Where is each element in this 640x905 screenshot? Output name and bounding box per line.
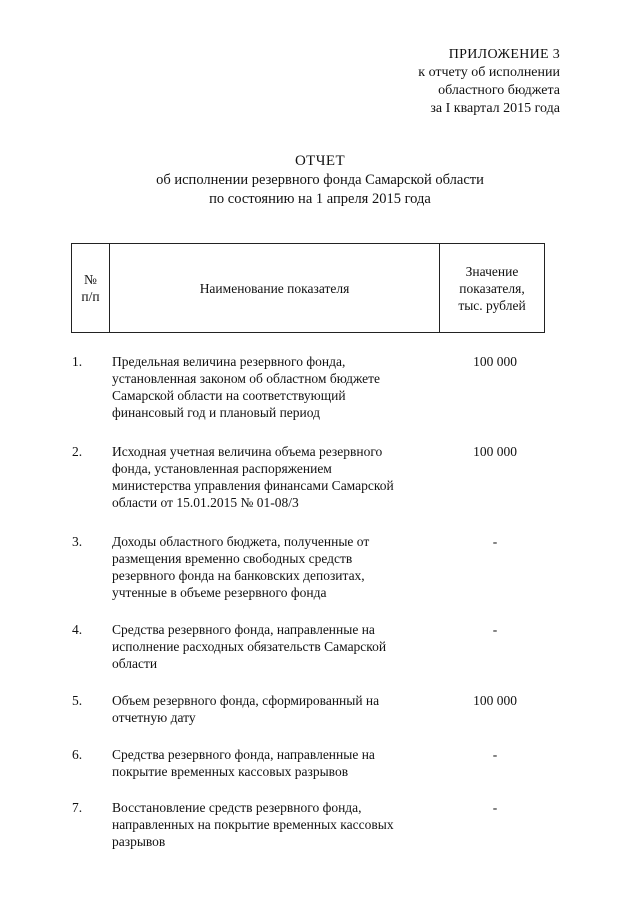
row-number: 6. — [72, 747, 83, 762]
row-description — [112, 621, 432, 672]
row-text-line: области — [112, 656, 158, 671]
header-value-cell — [440, 244, 544, 332]
row-value: - — [492, 622, 498, 637]
header-value-label: тыс. рублей — [458, 297, 526, 313]
row-text-line: Средства резервного фонда, направленные на — [112, 622, 375, 637]
row-text-line: Доходы областного бюджета, полученные от — [112, 534, 370, 549]
row-description — [112, 353, 432, 421]
appendix-line: к отчету об исполнении — [418, 65, 560, 80]
row-text-line: разрывов — [112, 834, 166, 849]
row-text-line: Средства резервного фонда, направленные на — [112, 747, 375, 762]
row-text-line: Объем резервного фонда, сформированный на — [112, 693, 380, 708]
row-text-line: министерства управления финансами Самарской — [112, 478, 394, 493]
row-text-line: исполнение расходных обязательств Самарской — [112, 639, 387, 654]
row-number: 5. — [72, 693, 83, 708]
row-value: - — [492, 747, 498, 762]
row-description — [112, 746, 432, 780]
header-number-label: п/п — [81, 289, 100, 304]
report-date-line: по состоянию на 1 апреля 2015 года — [209, 191, 431, 207]
row-text-line: направленных на покрытие временных кассовых — [112, 817, 394, 832]
row-text-line: Предельная величина резервного фонда, — [112, 354, 346, 369]
row-text-line: размещения временно свободных средств — [112, 551, 353, 566]
header-value-label: Значение — [465, 263, 519, 279]
row-text-line: учтенные в объеме резервного фонда — [112, 585, 327, 600]
row-description — [112, 443, 432, 511]
report-title: ОТЧЕТ — [294, 153, 346, 169]
row-number: 2. — [72, 444, 83, 459]
row-number: 4. — [72, 622, 83, 637]
report-subtitle: об исполнении резервного фонда Самарской области — [156, 172, 484, 188]
table-header — [71, 243, 545, 333]
header-number-label: № — [84, 272, 97, 287]
row-text-line: отчетную дату — [112, 710, 196, 725]
row-description — [112, 799, 432, 850]
row-text-line: Самарской области на соответствующий — [112, 388, 346, 403]
row-number: 1. — [72, 354, 83, 369]
appendix-block — [360, 46, 560, 118]
row-description — [112, 692, 432, 726]
row-value: 100 000 — [473, 444, 517, 459]
row-number: 3. — [72, 534, 83, 549]
row-value: - — [492, 534, 498, 549]
row-text-line: области от 15.01.2015 № 01-08/3 — [112, 495, 299, 510]
row-text-line: резервного фонда на банковских депозитах, — [112, 568, 365, 583]
row-text-line: Исходная учетная величина объема резервного — [112, 444, 383, 459]
row-text-line: фонда, установленная распоряжением — [112, 461, 332, 476]
header-value-label: показателя, — [459, 280, 525, 296]
appendix-line: областного бюджета — [438, 83, 560, 98]
row-value: - — [492, 800, 498, 815]
header-name-label: Наименование показателя — [199, 280, 350, 296]
row-text-line: установленная законом об областном бюджете — [112, 371, 381, 386]
report-heading — [0, 152, 640, 209]
row-text-line: финансовый год и плановый период — [112, 405, 320, 420]
header-number-cell — [72, 244, 110, 332]
row-number: 7. — [72, 800, 83, 815]
row-text-line: покрытие временных кассовых разрывов — [112, 764, 349, 779]
appendix-line: за I квартал 2015 года — [430, 101, 560, 116]
header-name-cell — [110, 244, 440, 332]
row-description — [112, 533, 432, 601]
appendix-title: ПРИЛОЖЕНИЕ 3 — [448, 47, 560, 62]
row-value: 100 000 — [473, 693, 517, 708]
row-text-line: Восстановление средств резервного фонда, — [112, 800, 362, 815]
row-value: 100 000 — [473, 354, 517, 369]
